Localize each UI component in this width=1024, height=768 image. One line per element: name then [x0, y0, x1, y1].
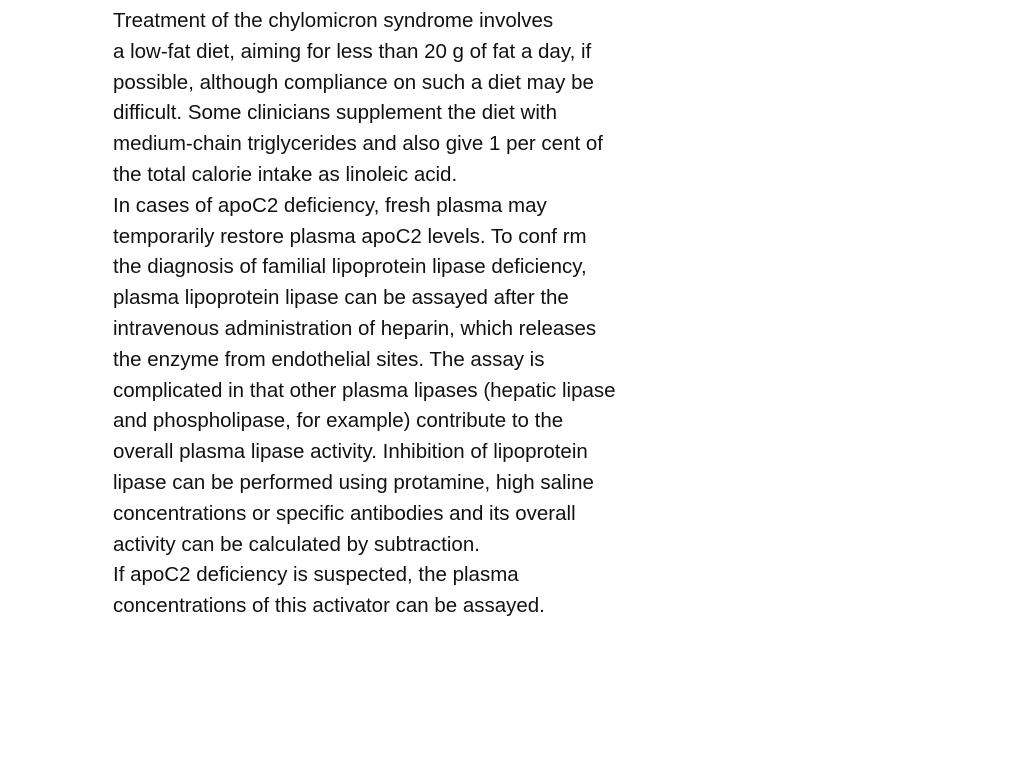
text-line: concentrations or specific antibodies and its overall — [113, 501, 576, 525]
text-line: If apoC2 deficiency is suspected, the plasma — [113, 563, 519, 587]
text-line: temporarily restore plasma apoC2 levels. To conf rm — [113, 224, 587, 248]
text-line: complicated in that other plasma lipases (hepatic lipase — [113, 378, 616, 402]
body-text — [113, 6, 713, 622]
text-line: the enzyme from endothelial sites. The assay is — [113, 347, 545, 371]
text-line: activity can be calculated by subtraction. — [113, 532, 480, 556]
text-line: concentrations of this activator can be assayed. — [113, 594, 545, 618]
text-line: In cases of apoC2 deficiency, fresh plasma may — [113, 193, 547, 217]
text-line: a low-fat diet, aiming for less than 20 g of fat a day, if — [113, 39, 592, 63]
text-line: lipase can be performed using protamine, high saline — [113, 470, 594, 494]
text-line: overall plasma lipase activity. Inhibition of lipoprotein — [113, 440, 588, 464]
text-line: plasma lipoprotein lipase can be assayed after the — [113, 286, 569, 310]
text-line: intravenous administration of heparin, which releases — [113, 316, 597, 340]
text-line: the total calorie intake as linoleic acid. — [113, 162, 458, 186]
text-line: the diagnosis of familial lipoprotein lipase deficiency, — [113, 255, 587, 279]
text-line: possible, although compliance on such a diet may be — [113, 70, 594, 94]
text-line: and phospholipase, for example) contribute to the — [113, 409, 564, 433]
text-line: medium-chain triglycerides and also give 1 per cent of — [113, 132, 603, 156]
text-line: difficult. Some clinicians supplement the diet with — [113, 101, 558, 125]
text-line: Treatment of the chylomicron syndrome involves — [113, 9, 554, 32]
